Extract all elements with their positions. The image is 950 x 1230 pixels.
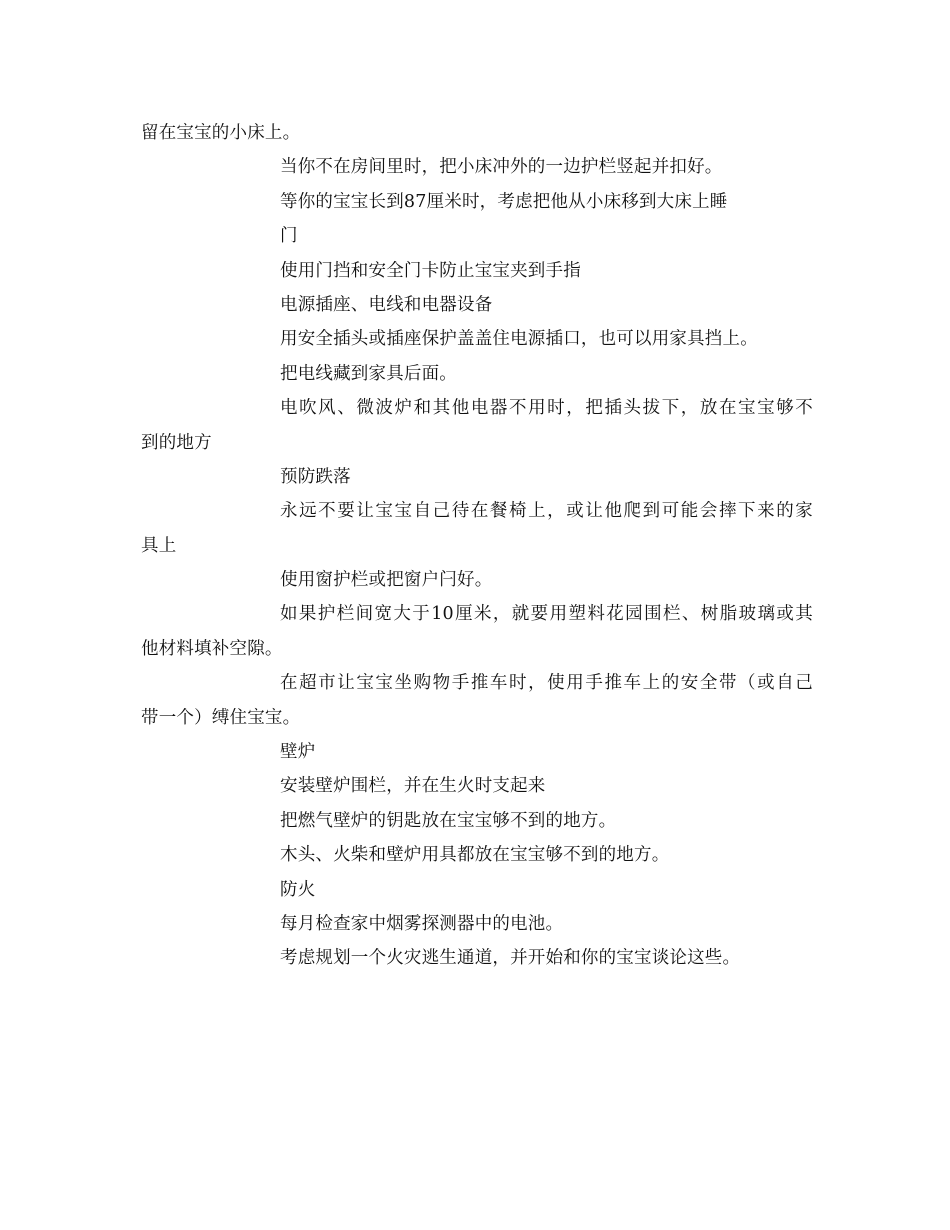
section-heading-fireplace: 壁炉 bbox=[280, 742, 316, 763]
text-line-24: 每月检查家中烟雾探测器中的电池。 bbox=[280, 913, 564, 934]
text-line-12: 永远不要让宝宝自己待在餐椅上，或让他爬到可能会摔下来的家 bbox=[280, 501, 813, 522]
document-body bbox=[141, 116, 813, 976]
section-heading-door: 门 bbox=[280, 226, 298, 247]
text-line-2: 当你不在房间里时，把小床冲外的一边护栏竖起并扣好。 bbox=[280, 157, 723, 178]
text-line-17: 在超市让宝宝坐购物手推车时，使用手推车上的安全带（或自己 bbox=[280, 673, 813, 694]
text-line-7: 用安全插头或插座保护盖盖住电源插口，也可以用家具挡上。 bbox=[280, 329, 758, 350]
text-line-14: 使用窗护栏或把窗户闩好。 bbox=[280, 570, 493, 591]
section-heading-fire-safety: 防火 bbox=[280, 879, 316, 900]
text-line-13: 具上 bbox=[141, 535, 177, 556]
text-line-10: 到的地方 bbox=[141, 432, 212, 453]
text-line-15: 如果护栏间宽大于10厘米，就要用塑料花园围栏、树脂玻璃或其 bbox=[280, 604, 813, 625]
text-line-3: 等你的宝宝长到87厘米时，考虑把他从小床移到大床上睡 bbox=[280, 191, 728, 212]
text-line-8: 把电线藏到家具后面。 bbox=[280, 363, 457, 384]
text-line-21: 把燃气壁炉的钥匙放在宝宝够不到的地方。 bbox=[280, 810, 617, 831]
section-heading-fall-prevention: 预防跌落 bbox=[280, 466, 351, 487]
text-line-20: 安装壁炉围栏，并在生火时支起来 bbox=[280, 776, 546, 797]
text-line-22: 木头、火柴和壁炉用具都放在宝宝够不到的地方。 bbox=[280, 845, 670, 866]
text-line-1: 留在宝宝的小床上。 bbox=[141, 123, 301, 143]
text-line-16: 他材料填补空隙。 bbox=[141, 638, 283, 659]
section-heading-electrical: 电源插座、电线和电器设备 bbox=[280, 294, 493, 315]
text-line-18: 带一个）缚住宝宝。 bbox=[141, 707, 301, 728]
text-line-9: 电吹风、微波炉和其他电器不用时，把插头拔下，放在宝宝够不 bbox=[280, 398, 813, 419]
text-line-5: 使用门挡和安全门卡防止宝宝夹到手指 bbox=[280, 260, 581, 281]
text-line-25: 考虑规划一个火灾逃生通道，并开始和你的宝宝谈论这些。 bbox=[280, 948, 741, 969]
